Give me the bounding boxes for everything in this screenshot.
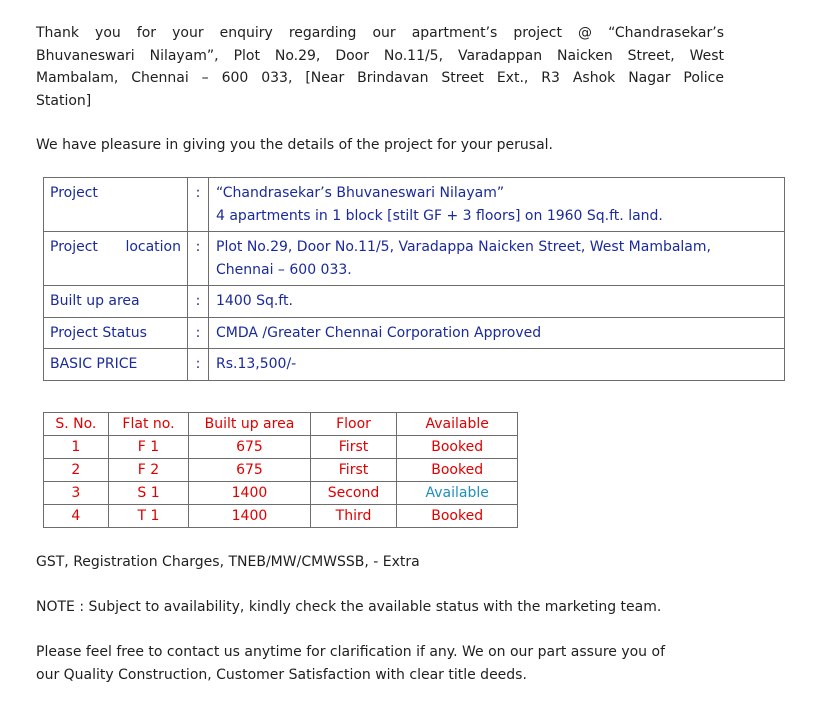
area-cell: 675 <box>189 436 310 459</box>
sno-cell: 1 <box>44 436 109 459</box>
intro-line: Thank you for your enquiry regarding our apartment’s project @ “Chandrasekar’s <box>36 25 724 41</box>
intro-paragraph <box>36 22 724 112</box>
status-cell: Available <box>397 482 518 505</box>
builtup-label: Built up area <box>44 286 188 318</box>
project-label: Project <box>44 178 188 232</box>
location-value <box>209 232 785 286</box>
floor-cell: First <box>310 459 397 482</box>
availability-note: NOTE : Subject to availability, kindly check the available status with the marketing team. <box>36 599 662 615</box>
flat-cell: S 1 <box>108 482 189 505</box>
details-row-project <box>44 178 785 232</box>
details-row-price <box>44 349 785 381</box>
column-header: Flat no. <box>108 413 189 436</box>
sno-cell: 3 <box>44 482 109 505</box>
separator: : <box>188 317 209 349</box>
sno-cell: 2 <box>44 459 109 482</box>
separator: : <box>188 349 209 381</box>
price-label: BASIC PRICE <box>44 349 188 381</box>
project-details-table <box>43 177 785 381</box>
table-row <box>44 505 518 528</box>
project-name: “Chandrasekar’s Bhuvaneswari Nilayam” <box>216 185 505 201</box>
intro-line: Station] <box>36 92 92 109</box>
status-cell: Booked <box>397 459 518 482</box>
column-header: S. No. <box>44 413 109 436</box>
area-cell: 1400 <box>189 482 310 505</box>
table-header-row <box>44 413 518 436</box>
table-row <box>44 482 518 505</box>
separator: : <box>188 232 209 286</box>
floor-cell: First <box>310 436 397 459</box>
price-value: Rs.13,500/- <box>209 349 785 381</box>
builtup-value: 1400 Sq.ft. <box>209 286 785 318</box>
floor-cell: Second <box>310 482 397 505</box>
column-header: Available <box>397 413 518 436</box>
location-line: Chennai – 600 033. <box>216 261 352 278</box>
status-cell: Booked <box>397 505 518 528</box>
table-row <box>44 459 518 482</box>
project-value <box>209 178 785 232</box>
floor-cell: Third <box>310 505 397 528</box>
separator: : <box>188 286 209 318</box>
closing-line: Please feel free to contact us anytime for clarification if any. We on our part assure you of <box>36 644 665 660</box>
area-cell: 1400 <box>189 505 310 528</box>
status-cell: Booked <box>397 436 518 459</box>
flat-cell: F 2 <box>108 459 189 482</box>
flat-cell: F 1 <box>108 436 189 459</box>
intro-line: Mambalam, Chennai – 600 033, [Near Brindavan Street Ext., R3 Ashok Nagar Police <box>36 70 724 86</box>
extra-charges-note: GST, Registration Charges, TNEB/MW/CMWSSB, - Extra <box>36 554 420 570</box>
table-row <box>44 436 518 459</box>
status-value: CMDA /Greater Chennai Corporation Approved <box>209 317 785 349</box>
flat-availability-table <box>43 412 518 528</box>
lead-paragraph: We have pleasure in giving you the details of the project for your perusal. <box>36 137 553 153</box>
details-row-builtup <box>44 286 785 318</box>
details-row-location <box>44 232 785 286</box>
closing-paragraph <box>36 641 665 686</box>
column-header: Floor <box>310 413 397 436</box>
closing-line: our Quality Construction, Customer Satisfaction with clear title deeds. <box>36 666 527 683</box>
column-header: Built up area <box>189 413 310 436</box>
sno-cell: 4 <box>44 505 109 528</box>
area-cell: 675 <box>189 459 310 482</box>
status-label: Project Status <box>44 317 188 349</box>
flat-cell: T 1 <box>108 505 189 528</box>
intro-line: Bhuvaneswari Nilayam”, Plot No.29, Door No.11/5, Varadappan Naicken Street, West <box>36 47 724 64</box>
location-label: Project location <box>44 232 188 286</box>
details-row-status <box>44 317 785 349</box>
location-line: Plot No.29, Door No.11/5, Varadappa Naicken Street, West Mambalam, <box>216 239 711 255</box>
separator: : <box>188 178 209 232</box>
project-description: 4 apartments in 1 block [stilt GF + 3 floors] on 1960 Sq.ft. land. <box>216 207 663 224</box>
